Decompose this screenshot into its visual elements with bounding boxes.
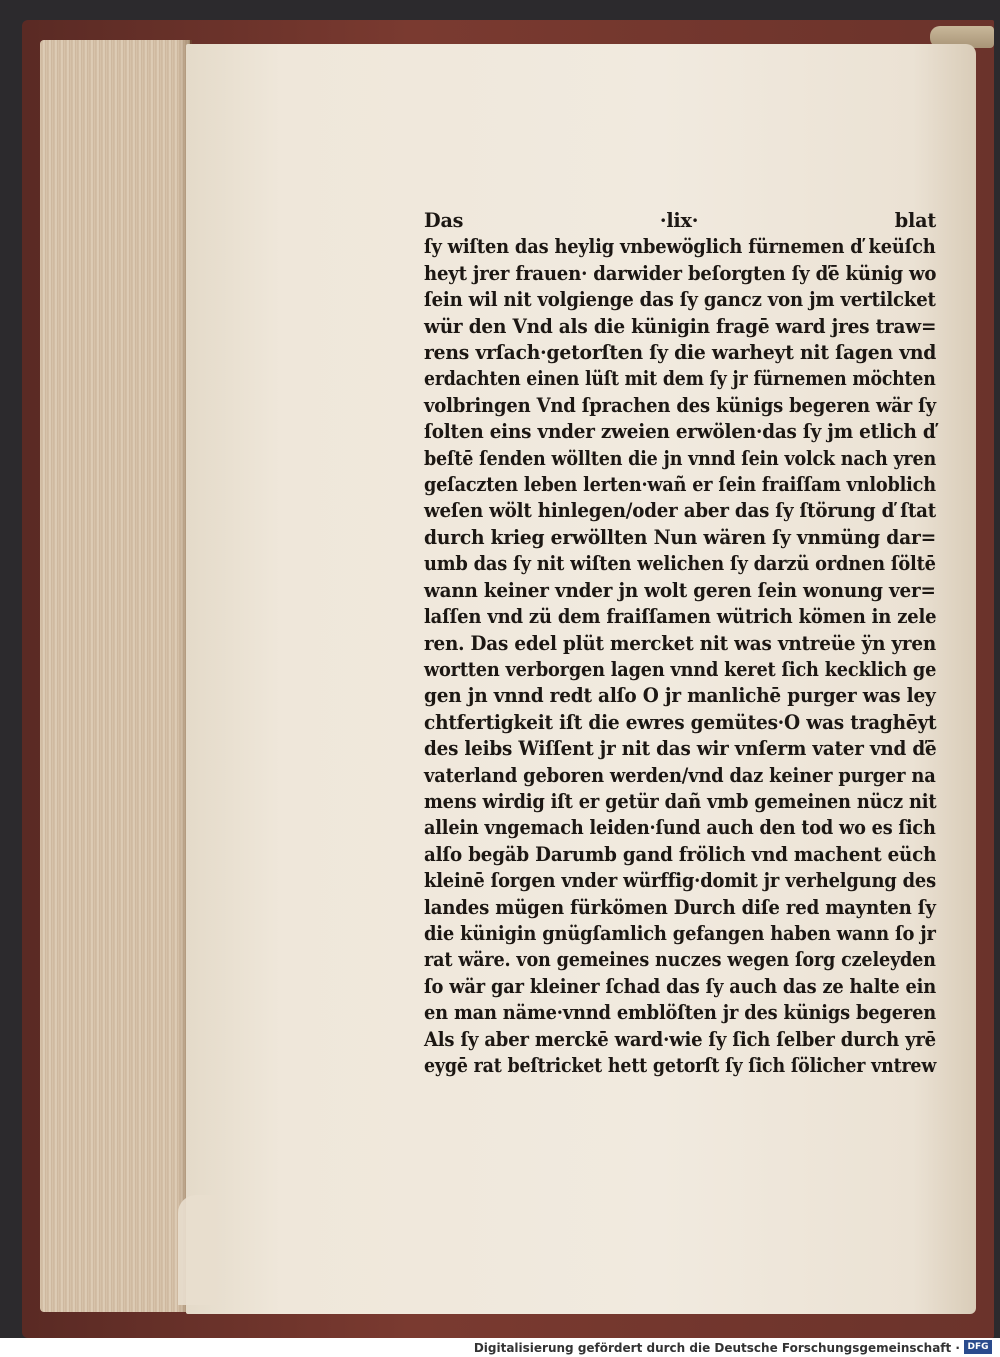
text-line: ſolten eins vnder zweien erwölen·das ſy jm etlich ď	[424, 420, 936, 444]
text-line: die künigin gnügſamlich gefangen haben wann ſo jr	[424, 921, 936, 945]
text-line: des leibs Wiſſent jr nit das wir vnſerm vater vnd ďē	[424, 737, 937, 761]
text-line: mens wirdig iſt er getür dañ vmb gemeinen nücz nit	[424, 789, 937, 813]
text-line: ſein wil nit volgienge das ſy gancz von jm vertilcket	[424, 288, 936, 312]
text-line: wortten verborgen lagen vnnd keret ſich kecklich ge	[424, 657, 937, 681]
text-line: landes mügen fürkömen Durch diſe red maynten ſy	[424, 895, 936, 919]
funding-credit: Digitalisierung gefördert durch die Deutsche Forschungsgemeinschaft ·	[473, 1341, 960, 1355]
text-line: rens vrſach·getorſten ſy die warheyt nit ſagen vnd	[424, 341, 937, 365]
page-corner-fold	[178, 1195, 218, 1305]
text-line: gen jn vnnd redt alſo O jr manlichē purger was ley	[424, 684, 936, 708]
folio-number: ·lix·	[659, 209, 699, 232]
text-lines	[424, 234, 944, 1079]
text-line: chtfertigkeit iſt die ewres gemütes·O was traghēyt	[424, 710, 937, 734]
text-line: kleinē ſorgen vnder würffig·domit jr verhelgung des	[424, 869, 936, 893]
dfg-logo: DFG	[964, 1340, 992, 1354]
text-line: Als ſy aber merckē ward·wie ſy ſich ſelber durch yrē	[424, 1027, 936, 1051]
header-left: Das	[424, 209, 464, 232]
text-line: allein vngemach leiden·ſund auch den tod wo es ſich	[424, 816, 936, 840]
text-line: wür den Vnd als die künigin fragē ward jres traw=	[424, 314, 937, 338]
text-line: en man näme·vnnd emblöſten jr des künigs begeren	[424, 1001, 937, 1025]
text-line: geſaczten leben lerten·wañ er ſein fraiſſam vnloblich	[424, 473, 936, 497]
text-line: volbringen Vnd ſprachen des künigs begeren wär ſy	[424, 393, 936, 417]
text-line: ſy wiſten das heylig vnbewöglich fürnemen ď keüſch	[424, 235, 936, 259]
text-line: rat wäre. von gemeines nuczes wegen ſorg czeleyden	[424, 948, 936, 972]
running-header	[424, 208, 936, 234]
text-line: erdachten einen lüſt mit dem ſy jr fürnemen möchten	[424, 367, 936, 391]
text-line: durch krieg erwöllten Nun wären ſy vnmüng dar=	[424, 525, 937, 549]
text-line: weſen wölt hinlegen/oder aber das ſy ſtörung ď ſtat	[424, 499, 937, 523]
text-line: alſo begäb Darumb gand frölich vnd machent eüch	[424, 842, 937, 866]
text-line: umb das ſy nit wiſten welichen ſy darzü ordnen ſöltē	[424, 552, 936, 576]
page-text-block	[424, 208, 944, 1079]
text-line: beſtē ſenden wöllten die jn vnnd ſein volck nach yren	[424, 446, 936, 470]
text-line: heyt jrer frauen· darwider beſorgten ſy ďē künig wo	[424, 261, 937, 285]
page-edges	[40, 40, 190, 1312]
text-line: ſo wär gar kleiner ſchad das ſy auch das ze halte ein	[424, 974, 937, 998]
text-line: wann keiner vnder jn wolt geren ſein wonung ver=	[424, 578, 936, 602]
text-line: vaterland geboren werden/vnd daz keiner purger na	[424, 763, 936, 787]
text-line: laſſen vnd zü dem fraiſſamen wütrich kömen in zele	[424, 605, 937, 629]
header-right: blat	[894, 209, 936, 232]
text-line: ren. Das edel plüt mercket nit was vntreüe ÿn yren	[424, 631, 937, 655]
text-line: eygē rat beſtricket hett getorſt ſy ſich ſölicher vntrew	[424, 1054, 937, 1077]
